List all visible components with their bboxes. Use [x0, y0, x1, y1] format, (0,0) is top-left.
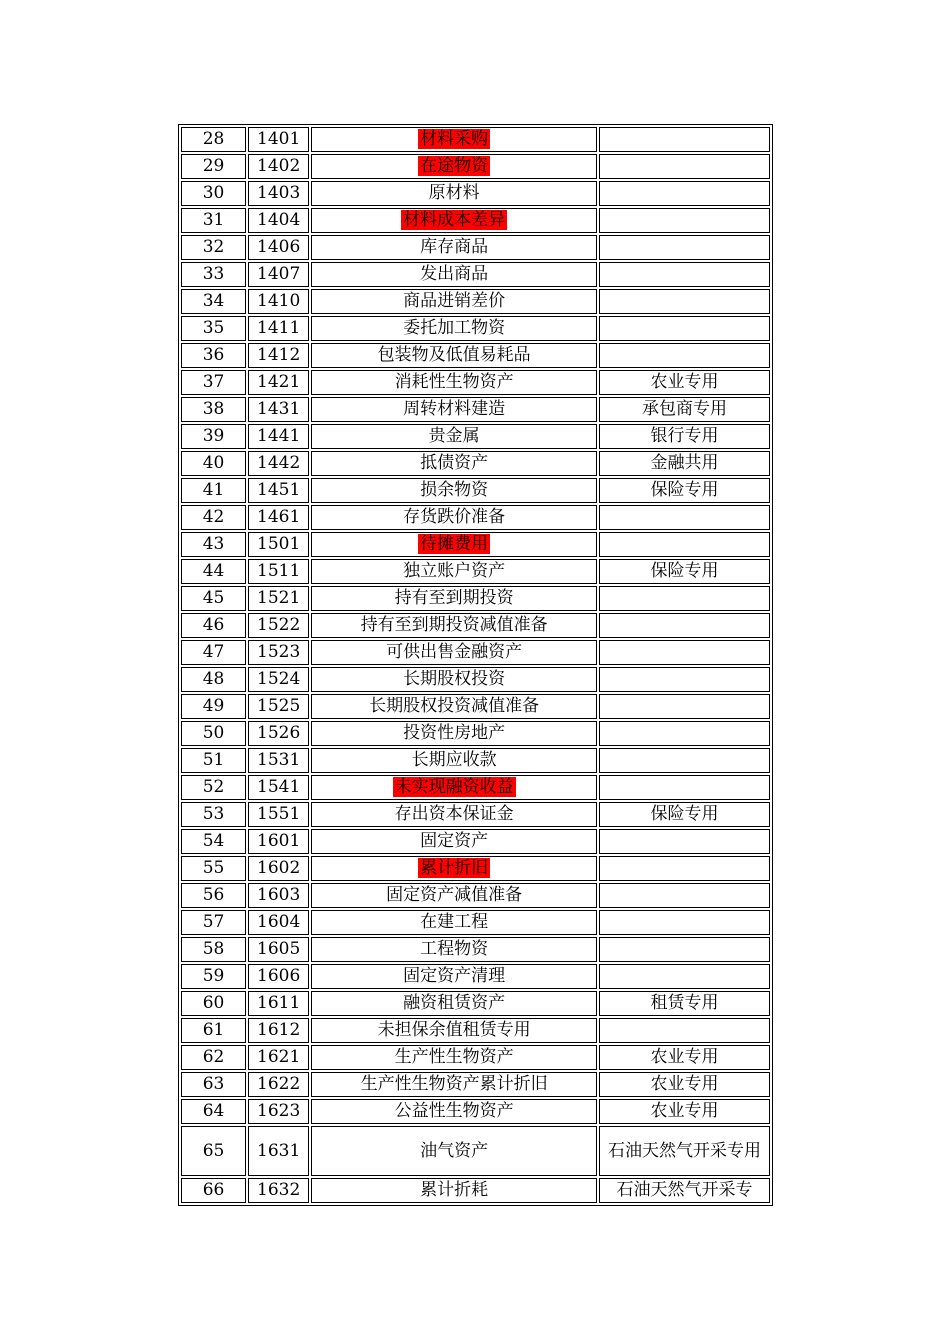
- account-name-cell: 固定资产清理: [311, 964, 597, 989]
- account-name-cell: 贵金属: [311, 424, 597, 449]
- row-number-cell: 63: [181, 1072, 246, 1097]
- row-number-cell: 53: [181, 802, 246, 827]
- account-name-cell: 固定资产减值准备: [311, 883, 597, 908]
- table-row: [181, 991, 770, 1016]
- account-name-cell: 可供出售金融资产: [311, 640, 597, 665]
- row-number-cell: 30: [181, 181, 246, 206]
- row-number-cell: 56: [181, 883, 246, 908]
- usage-note-cell: 保险专用: [599, 559, 770, 584]
- account-code-cell: 1403: [248, 181, 309, 206]
- usage-note-cell: [599, 640, 770, 665]
- table-row: [181, 235, 770, 260]
- account-code-cell: 1406: [248, 235, 309, 260]
- row-number-cell: 36: [181, 343, 246, 368]
- row-number-cell: 28: [181, 127, 246, 152]
- row-number-cell: 38: [181, 397, 246, 422]
- account-name-cell: 独立账户资产: [311, 559, 597, 584]
- usage-note-cell: 农业专用: [599, 1099, 770, 1124]
- account-name-cell: 长期股权投资: [311, 667, 597, 692]
- table-row: [181, 910, 770, 935]
- table-row: [181, 856, 770, 881]
- account-code-cell: 1601: [248, 829, 309, 854]
- account-code-cell: 1410: [248, 289, 309, 314]
- account-name-cell: 固定资产: [311, 829, 597, 854]
- table-row: [181, 1126, 770, 1176]
- account-code-cell: 1412: [248, 343, 309, 368]
- row-number-cell: 52: [181, 775, 246, 800]
- account-code-cell: 1605: [248, 937, 309, 962]
- table-row: [181, 532, 770, 557]
- row-number-cell: 40: [181, 451, 246, 476]
- table-row: [181, 1045, 770, 1070]
- account-code-cell: 1526: [248, 721, 309, 746]
- account-name-cell: 存货跌价准备: [311, 505, 597, 530]
- table-row: [181, 451, 770, 476]
- account-name-cell: 损余物资: [311, 478, 597, 503]
- table-row: [181, 343, 770, 368]
- account-code-cell: 1421: [248, 370, 309, 395]
- table-row: [181, 289, 770, 314]
- account-name-cell: 商品进销差价: [311, 289, 597, 314]
- table-row: [181, 559, 770, 584]
- usage-note-cell: 农业专用: [599, 1072, 770, 1097]
- row-number-cell: 34: [181, 289, 246, 314]
- usage-note-cell: [599, 910, 770, 935]
- account-code-table: [178, 124, 773, 1206]
- account-name-cell: 委托加工物资: [311, 316, 597, 341]
- usage-note-cell: [599, 532, 770, 557]
- table-row: [181, 424, 770, 449]
- table-row: [181, 640, 770, 665]
- table-row: [181, 667, 770, 692]
- table-row: [181, 505, 770, 530]
- usage-note-cell: 保险专用: [599, 802, 770, 827]
- account-name-cell: 持有至到期投资减值准备: [311, 613, 597, 638]
- table-row: [181, 694, 770, 719]
- account-code-cell: 1461: [248, 505, 309, 530]
- account-code-cell: 1604: [248, 910, 309, 935]
- table-row: [181, 1099, 770, 1124]
- account-code-cell: 1631: [248, 1126, 309, 1176]
- account-code-cell: 1524: [248, 667, 309, 692]
- row-number-cell: 51: [181, 748, 246, 773]
- usage-note-cell: [599, 505, 770, 530]
- account-code-cell: 1606: [248, 964, 309, 989]
- account-code-cell: 1632: [248, 1178, 309, 1203]
- usage-note-cell: 农业专用: [599, 1045, 770, 1070]
- account-code-cell: 1621: [248, 1045, 309, 1070]
- account-code-cell: 1407: [248, 262, 309, 287]
- table-row: [181, 478, 770, 503]
- usage-note-cell: 石油天然气开采专用: [599, 1126, 770, 1176]
- account-name-cell: [311, 775, 597, 800]
- row-number-cell: 48: [181, 667, 246, 692]
- account-name-cell: 融资租赁资产: [311, 991, 597, 1016]
- account-code-cell: 1411: [248, 316, 309, 341]
- row-number-cell: 55: [181, 856, 246, 881]
- account-name-cell: 包装物及低值易耗品: [311, 343, 597, 368]
- usage-note-cell: [599, 316, 770, 341]
- table-row: [181, 802, 770, 827]
- usage-note-cell: 承包商专用: [599, 397, 770, 422]
- row-number-cell: 45: [181, 586, 246, 611]
- table-row: [181, 613, 770, 638]
- table-row: [181, 154, 770, 179]
- usage-note-cell: [599, 586, 770, 611]
- account-code-cell: 1501: [248, 532, 309, 557]
- usage-note-cell: 租赁专用: [599, 991, 770, 1016]
- account-name-cell: 存出资本保证金: [311, 802, 597, 827]
- usage-note-cell: [599, 694, 770, 719]
- usage-note-cell: [599, 667, 770, 692]
- row-number-cell: 31: [181, 208, 246, 233]
- highlighted-account-name: 材料采购: [420, 129, 489, 149]
- highlighted-account-name: 未实现融资收益: [394, 777, 514, 797]
- row-number-cell: 41: [181, 478, 246, 503]
- usage-note-cell: [599, 262, 770, 287]
- account-code-cell: 1623: [248, 1099, 309, 1124]
- table-row: [181, 775, 770, 800]
- usage-note-cell: [599, 613, 770, 638]
- account-name-cell: [311, 127, 597, 152]
- usage-note-cell: [599, 1018, 770, 1043]
- account-code-cell: 1611: [248, 991, 309, 1016]
- account-code-cell: 1442: [248, 451, 309, 476]
- account-code-cell: 1511: [248, 559, 309, 584]
- table-row: [181, 1072, 770, 1097]
- row-number-cell: 39: [181, 424, 246, 449]
- usage-note-cell: [599, 289, 770, 314]
- account-name-cell: 累计折耗: [311, 1178, 597, 1203]
- highlighted-account-name: 在途物资: [420, 156, 489, 176]
- usage-note-cell: [599, 721, 770, 746]
- row-number-cell: 62: [181, 1045, 246, 1070]
- table-row: [181, 964, 770, 989]
- row-number-cell: 35: [181, 316, 246, 341]
- account-code-cell: 1451: [248, 478, 309, 503]
- row-number-cell: 59: [181, 964, 246, 989]
- row-number-cell: 42: [181, 505, 246, 530]
- usage-note-cell: [599, 154, 770, 179]
- table-row: [181, 829, 770, 854]
- table-row: [181, 1178, 770, 1203]
- usage-note-cell: [599, 127, 770, 152]
- table-row: [181, 181, 770, 206]
- usage-note-cell: [599, 937, 770, 962]
- row-number-cell: 58: [181, 937, 246, 962]
- account-code-cell: 1525: [248, 694, 309, 719]
- account-name-cell: 工程物资: [311, 937, 597, 962]
- table-row: [181, 316, 770, 341]
- table-body: [181, 127, 770, 1203]
- account-code-cell: 1602: [248, 856, 309, 881]
- account-name-cell: [311, 208, 597, 233]
- account-name-cell: 在建工程: [311, 910, 597, 935]
- usage-note-cell: [599, 343, 770, 368]
- row-number-cell: 37: [181, 370, 246, 395]
- usage-note-cell: 石油天然气开采专: [599, 1178, 770, 1203]
- row-number-cell: 61: [181, 1018, 246, 1043]
- usage-note-cell: [599, 748, 770, 773]
- table-row: [181, 208, 770, 233]
- usage-note-cell: [599, 964, 770, 989]
- table-row: [181, 586, 770, 611]
- account-name-cell: 未担保余值租赁专用: [311, 1018, 597, 1043]
- usage-note-cell: 银行专用: [599, 424, 770, 449]
- account-name-cell: 消耗性生物资产: [311, 370, 597, 395]
- account-name-cell: 周转材料建造: [311, 397, 597, 422]
- row-number-cell: 49: [181, 694, 246, 719]
- account-code-cell: 1523: [248, 640, 309, 665]
- table-row: [181, 937, 770, 962]
- account-code-cell: 1551: [248, 802, 309, 827]
- account-code-cell: 1603: [248, 883, 309, 908]
- account-code-cell: 1541: [248, 775, 309, 800]
- highlighted-account-name: 待摊费用: [420, 534, 489, 554]
- account-code-cell: 1401: [248, 127, 309, 152]
- account-code-cell: 1431: [248, 397, 309, 422]
- account-name-cell: 抵债资产: [311, 451, 597, 476]
- account-name-cell: 原材料: [311, 181, 597, 206]
- account-name-cell: 持有至到期投资: [311, 586, 597, 611]
- account-name-cell: [311, 154, 597, 179]
- account-name-cell: 投资性房地产: [311, 721, 597, 746]
- highlighted-account-name: 材料成本差异: [403, 210, 506, 230]
- row-number-cell: 65: [181, 1126, 246, 1176]
- account-code-cell: 1531: [248, 748, 309, 773]
- highlighted-account-name: 累计折旧: [420, 858, 489, 878]
- account-code-cell: 1522: [248, 613, 309, 638]
- row-number-cell: 32: [181, 235, 246, 260]
- usage-note-cell: [599, 775, 770, 800]
- account-code-cell: 1622: [248, 1072, 309, 1097]
- account-name-cell: 发出商品: [311, 262, 597, 287]
- usage-note-cell: 金融共用: [599, 451, 770, 476]
- row-number-cell: 33: [181, 262, 246, 287]
- account-name-cell: 油气资产: [311, 1126, 597, 1176]
- account-name-cell: [311, 856, 597, 881]
- row-number-cell: 66: [181, 1178, 246, 1203]
- account-code-cell: 1612: [248, 1018, 309, 1043]
- account-name-cell: 公益性生物资产: [311, 1099, 597, 1124]
- table-row: [181, 262, 770, 287]
- row-number-cell: 64: [181, 1099, 246, 1124]
- account-name-cell: 生产性生物资产累计折旧: [311, 1072, 597, 1097]
- table-row: [181, 748, 770, 773]
- account-name-cell: [311, 532, 597, 557]
- usage-note-cell: 农业专用: [599, 370, 770, 395]
- table-row: [181, 127, 770, 152]
- account-code-cell: 1521: [248, 586, 309, 611]
- table-row: [181, 883, 770, 908]
- usage-note-cell: [599, 883, 770, 908]
- row-number-cell: 50: [181, 721, 246, 746]
- table-row: [181, 1018, 770, 1043]
- usage-note-cell: [599, 181, 770, 206]
- account-name-cell: 长期应收款: [311, 748, 597, 773]
- row-number-cell: 46: [181, 613, 246, 638]
- row-number-cell: 54: [181, 829, 246, 854]
- row-number-cell: 60: [181, 991, 246, 1016]
- account-code-cell: 1404: [248, 208, 309, 233]
- account-name-cell: 长期股权投资减值准备: [311, 694, 597, 719]
- row-number-cell: 57: [181, 910, 246, 935]
- table-row: [181, 370, 770, 395]
- row-number-cell: 29: [181, 154, 246, 179]
- account-name-cell: 库存商品: [311, 235, 597, 260]
- usage-note-cell: [599, 856, 770, 881]
- table-row: [181, 721, 770, 746]
- row-number-cell: 44: [181, 559, 246, 584]
- usage-note-cell: [599, 208, 770, 233]
- account-name-cell: 生产性生物资产: [311, 1045, 597, 1070]
- row-number-cell: 47: [181, 640, 246, 665]
- row-number-cell: 43: [181, 532, 246, 557]
- usage-note-cell: [599, 235, 770, 260]
- account-code-cell: 1402: [248, 154, 309, 179]
- usage-note-cell: [599, 829, 770, 854]
- table-row: [181, 397, 770, 422]
- usage-note-cell: 保险专用: [599, 478, 770, 503]
- account-code-cell: 1441: [248, 424, 309, 449]
